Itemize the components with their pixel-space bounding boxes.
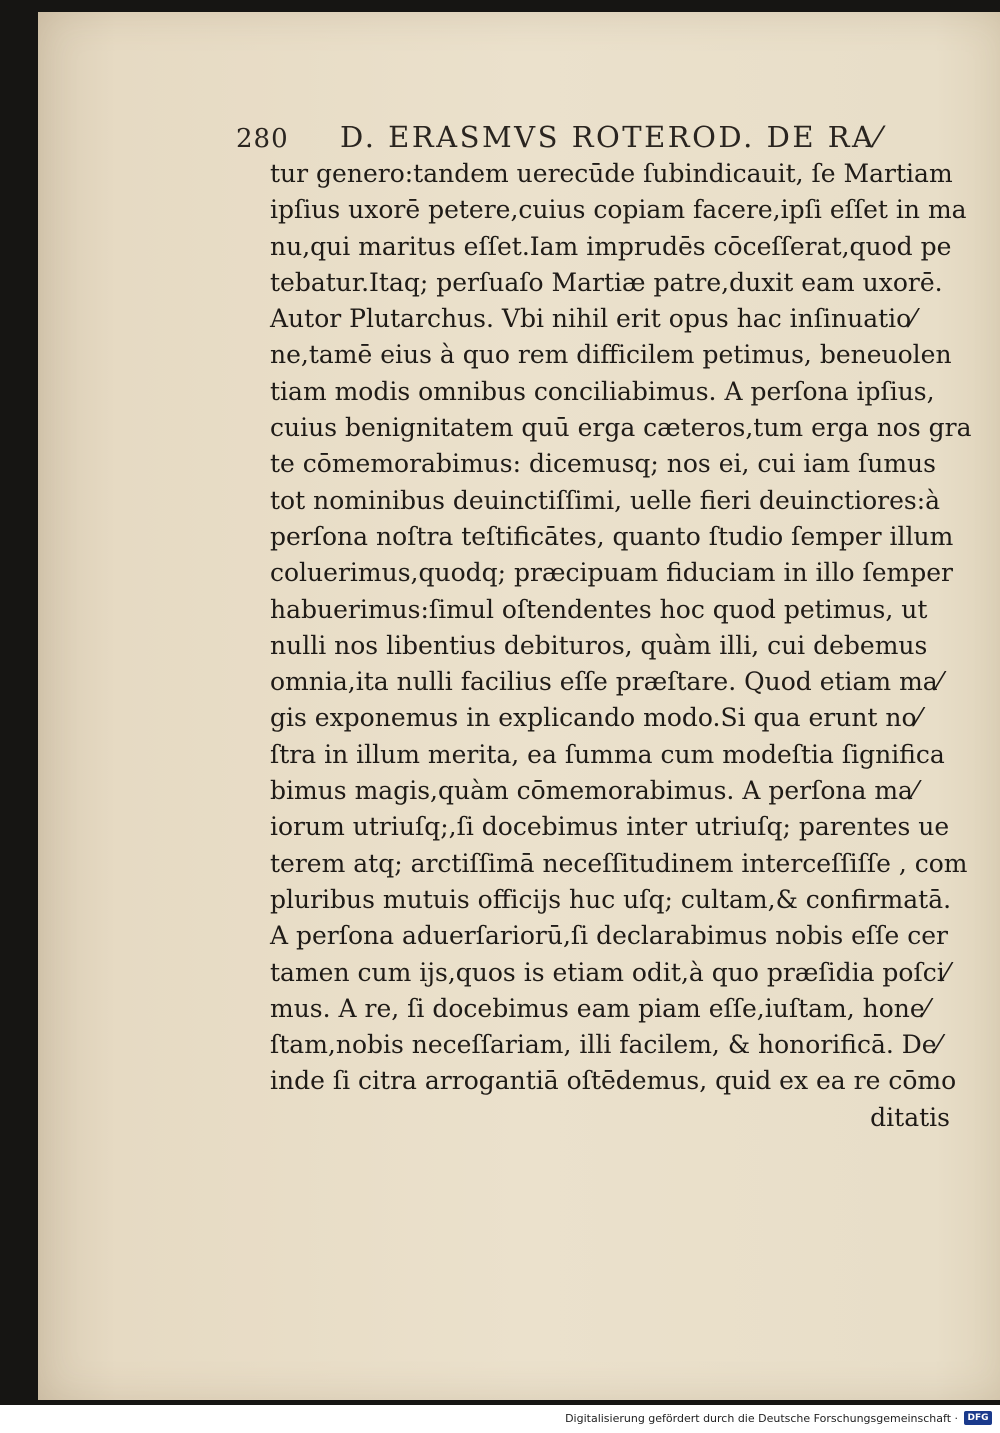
text-line: ne,tamē eius à quo rem difficilem petimus, beneuolen xyxy=(270,340,952,370)
text-line: nu,qui maritus eſſet.Iam imprudēs cōceſſerat,quod pe xyxy=(270,231,952,261)
text-line: coluerimus,quodq; præcipuam fiduciam in illo ſemper xyxy=(270,558,953,588)
text-line: omnia,ita nulli facilius eſſe præſtare. Quod etiam ma⁄ xyxy=(270,667,942,697)
page-number: 280 xyxy=(236,124,289,154)
text-line: tamen cum ijs,quos is etiam odit,à quo præſidia poſci⁄ xyxy=(270,957,949,987)
text-line: ipſius uxorē petere,cuius copiam facere,ipſi eſſet in ma xyxy=(270,195,967,225)
text-line: te cōmemorabimus: dicemusq; nos ei, cui iam ſumus xyxy=(270,449,936,479)
funding-notice: Digitalisierung gefördert durch die Deutsche Forschungsgemeinschaft · xyxy=(565,1412,958,1425)
text-line: inde ſi citra arrogantiā oſtēdemus, quid ex ea re cōmo xyxy=(270,1066,957,1096)
text-line: ſtam,nobis neceſſariam, illi facilem, & honorificā. De⁄ xyxy=(270,1030,941,1060)
text-line: mus. A re, ſi docebimus eam piam eſſe,iuſtam, hone⁄ xyxy=(270,993,929,1023)
body-text xyxy=(270,156,972,1136)
footer-bar xyxy=(0,1405,1000,1433)
text-line: Autor Plutarchus. Vbi nihil erit opus hac inſinuatio⁄ xyxy=(270,304,916,334)
text-line: bimus magis,quàm cōmemorabimus. A perſona ma⁄ xyxy=(270,776,918,806)
text-line: pluribus mutuis officijs huc uſq; cultam,& confirmatā. xyxy=(270,884,952,914)
text-line: tur genero:tandem uerecūde ſubindicauit, ſe Martiam xyxy=(270,159,953,188)
running-head xyxy=(236,120,916,160)
text-line: gis exponemus in explicando modo.Si qua erunt no⁄ xyxy=(270,703,921,733)
text-line: tot nominibus deuinctiſſimi, uelle fieri deuinctiores:à xyxy=(270,485,941,515)
text-line: ſtra in illum merita, ea ſumma cum modeſtia ſignifica xyxy=(270,739,945,769)
text-line: A perſona aduerſariorū,ſi declarabimus nobis eſſe cer xyxy=(270,921,948,951)
text-line: tiam modis omnibus conciliabimus. A perſona ipſius, xyxy=(270,376,935,406)
running-title: D. ERASMVS ROTEROD. DE RA⁄ xyxy=(340,120,883,154)
text-line: nulli nos libentius debituros, quàm illi, cui debemus xyxy=(270,630,928,660)
catchword: ditatis xyxy=(870,1102,950,1132)
text-line: iorum utriuſq;,ſi docebimus inter utriuſq; parentes ue xyxy=(270,812,950,842)
text-line: tebatur.Itaq; perſuaſo Martiæ patre,duxit eam uxorē. xyxy=(270,267,943,297)
text-line: perſona noſtra teſtificātes, quanto ſtudio ſemper illum xyxy=(270,521,954,551)
text-line: habuerimus:ſimul oſtendentes hoc quod petimus, ut xyxy=(270,594,928,624)
dfg-logo: DFG xyxy=(964,1411,992,1425)
text-line: cuius benignitatem quū erga cæteros,tum erga nos gra xyxy=(270,413,972,443)
text-line: terem atq; arctiſſimā neceſſitudinem interceſſiſſe , com xyxy=(270,848,968,878)
